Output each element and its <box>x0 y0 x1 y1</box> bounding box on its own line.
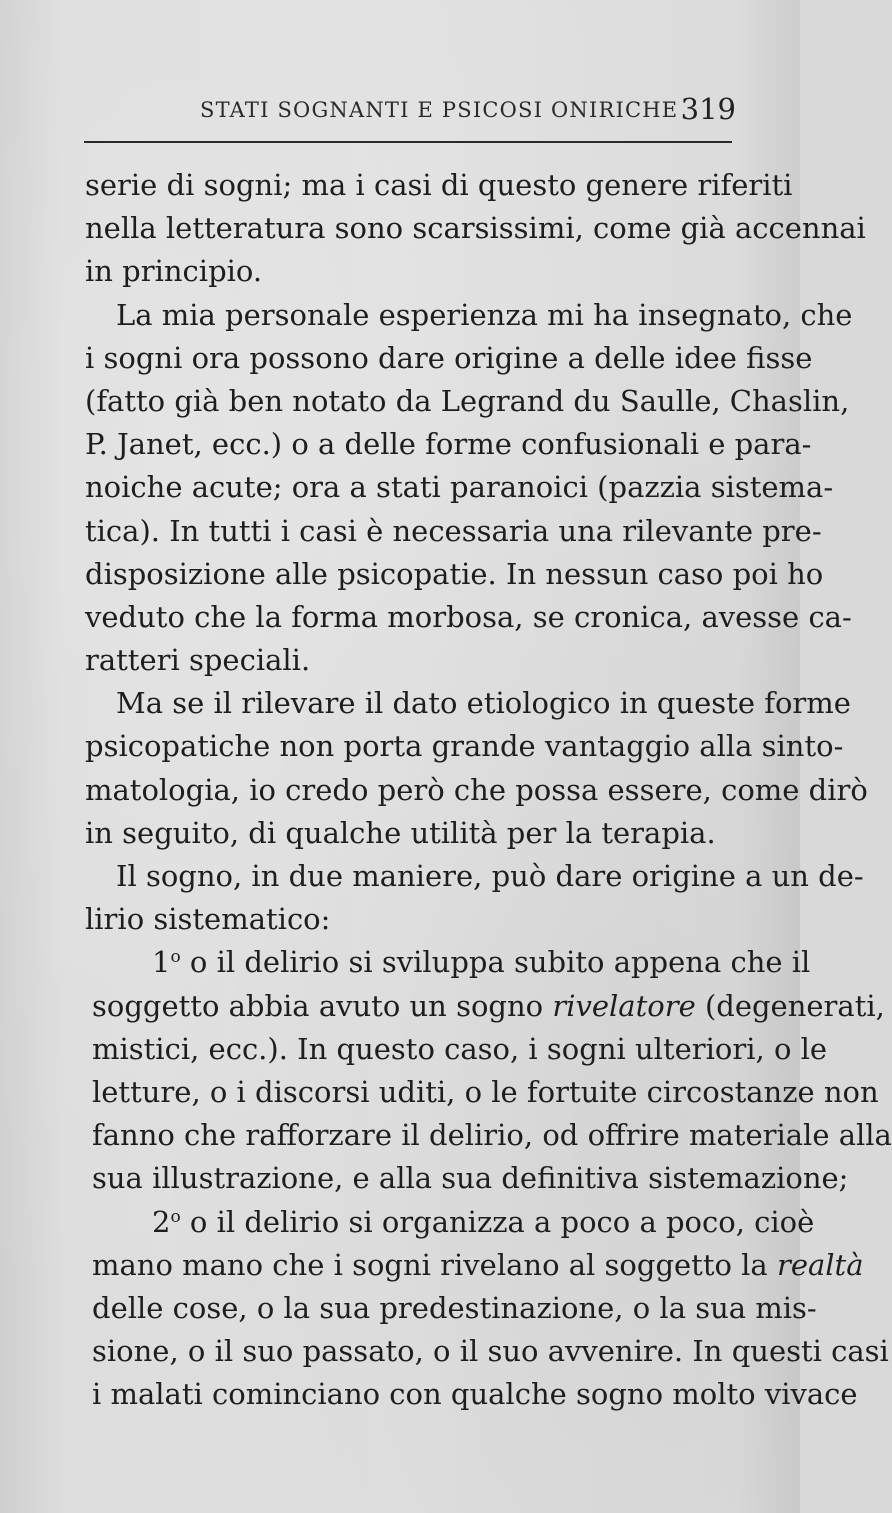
text-line: in principio. <box>85 254 263 289</box>
text-line <box>85 941 811 984</box>
text-line: sione, o il suo passato, o il suo avvenire. In questi casi <box>92 1334 889 1369</box>
text-line: mistici, ecc.). In questo caso, i sogni ulteriori, o le <box>92 1031 828 1066</box>
running-title: STATI SOGNANTI E PSICOSI ONIRICHE <box>200 98 679 122</box>
text-line: ratteri speciali. <box>85 643 311 678</box>
text-line: fanno che rafforzare il delirio, od offrire materiale alla <box>92 1118 892 1153</box>
text-segment: mano mano che i sogni rivelano al soggetto la <box>92 1247 777 1282</box>
ordinal-superscript: o <box>170 1206 181 1227</box>
text-line: La mia personale esperienza mi ha insegnato, che <box>116 297 853 332</box>
text-line: noiche acute; ora a stati paranoici (pazzia sistema- <box>85 470 834 505</box>
text-segment: 1 <box>152 945 171 980</box>
text-line: sua illustrazione, e alla sua definitiva sistemazione; <box>92 1161 849 1196</box>
text-segment: soggetto abbia avuto un sogno <box>92 988 553 1023</box>
text-line: tica). In tutti i casi è necessaria una rilevante pre- <box>85 513 822 548</box>
text-line: (fatto già ben notato da Legrand du Saulle, Chaslin, <box>85 383 850 418</box>
italic-term: realtà <box>776 1247 864 1282</box>
text-line: lirio sistematico: <box>85 902 331 937</box>
text-line: Il sogno, in due maniere, può dare origine a un de- <box>116 859 864 893</box>
text-line: veduto che la forma morbosa, se cronica, avesse ca- <box>85 599 852 634</box>
header-rule <box>84 141 732 143</box>
text-line <box>85 985 885 1028</box>
page-number: 319 <box>680 92 736 126</box>
text-line: Ma se il rilevare il dato etiologico in queste forme <box>116 686 851 721</box>
text-segment: o il delirio si organizza a poco a poco, cioè <box>180 1204 815 1239</box>
text-line: letture, o i discorsi uditi, o le fortuite circostanze non <box>92 1074 879 1109</box>
text-segment: (degenerati, <box>695 988 885 1023</box>
text-line: nella letteratura sono scarsissimi, come già accennai <box>85 211 866 246</box>
text-segment: o il delirio si sviluppa subito appena che il <box>180 945 811 980</box>
text-line <box>85 1244 864 1287</box>
ordinal-superscript: o <box>170 947 181 968</box>
italic-term: rivelatore <box>552 988 696 1023</box>
text-line: P. Janet, ecc.) o a delle forme confusionali e para- <box>85 427 812 462</box>
text-segment: 2 <box>152 1204 171 1239</box>
text-line: disposizione alle psicopatie. In nessun caso poi ho <box>85 556 824 591</box>
text-line: i sogni ora possono dare origine a delle idee fisse <box>85 340 813 375</box>
text-line <box>85 1201 815 1244</box>
text-line: psicopatiche non porta grande vantaggio alla sinto- <box>85 729 844 764</box>
body-text <box>85 164 892 1416</box>
text-line: matologia, io credo però che possa essere, come dirò <box>85 772 868 807</box>
running-head <box>84 92 736 132</box>
text-line: in seguito, di qualche utilità per la terapia. <box>85 815 716 850</box>
text-line: delle cose, o la sua predestinazione, o la sua mis- <box>92 1290 817 1325</box>
text-line: i malati cominciano con qualche sogno molto vivace <box>92 1377 858 1412</box>
text-line: serie di sogni; ma i casi di questo genere riferiti <box>85 168 793 202</box>
